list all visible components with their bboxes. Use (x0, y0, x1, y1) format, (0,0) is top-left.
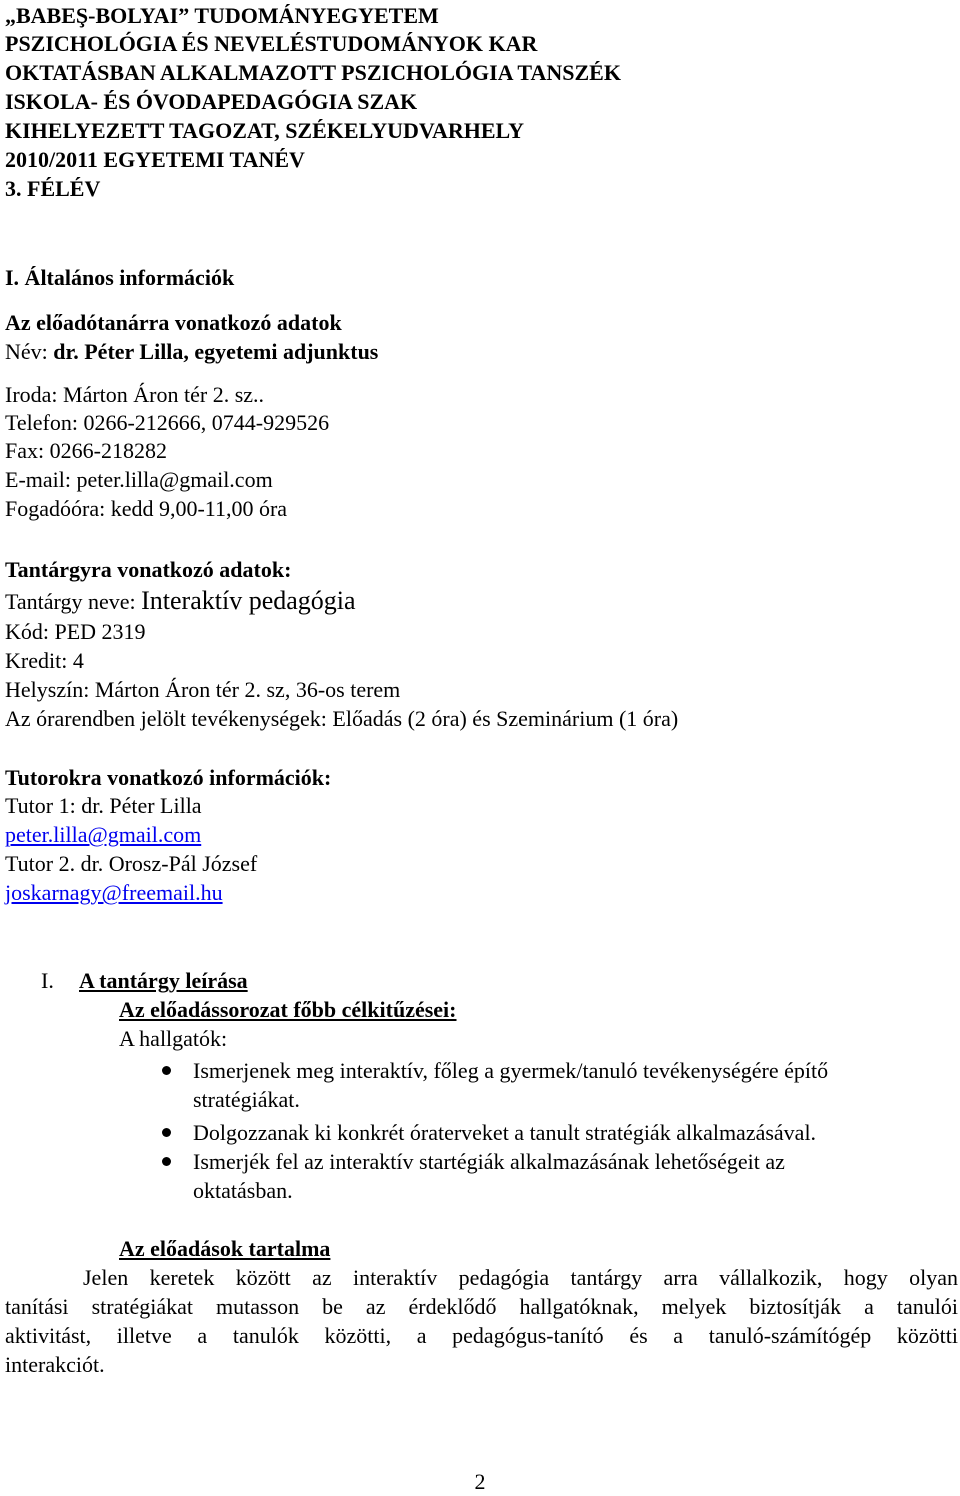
course-credit: Kredit: 4 (5, 648, 84, 673)
bullet-dot (162, 1157, 171, 1166)
page-number: 2 (474, 1469, 486, 1494)
goal-item-3-line1: Ismerjék fel az interaktív startégiák alkalmazásának lehetőségeit az (193, 1149, 785, 1174)
goal-item-3-line2: oktatásban. (193, 1178, 293, 1203)
teacher-name-label: Név: (5, 339, 54, 364)
teacher-name-row (5, 338, 378, 366)
office-hours: Fogadóóra: kedd 9,00-11,00 óra (5, 496, 288, 521)
header-semester: 3. FÉLÉV (5, 176, 101, 201)
header-department: OKTATÁSBAN ALKALMAZOTT PSZICHOLÓGIA TANSZÉK (5, 60, 621, 85)
content-paragraph-line: aktivitást, illetve a tanulók közötti, a pedagógus-tanító és a tanuló-számítógép közötti (5, 1323, 958, 1348)
teacher-heading: Az előadótanárra vonatkozó adatok (5, 310, 342, 335)
office-info: Iroda: Márton Áron tér 2. sz.. (5, 382, 265, 407)
students-label: A hallgatók: (119, 1026, 228, 1051)
email-info: E-mail: peter.lilla@gmail.com (5, 467, 273, 492)
tutors-heading: Tutorokra vonatkozó információk: (5, 765, 332, 790)
goal-item-1-line1: Ismerjenek meg interaktív, főleg a gyermek/tanuló tevékenységére építő (193, 1058, 829, 1083)
course-name-label: Tantárgy neve: (5, 589, 142, 614)
goal-item-2-line1: Dolgozzanak ki konkrét óraterveket a tanult stratégiák alkalmazásával. (193, 1120, 817, 1145)
content-heading: Az előadások tartalma (119, 1236, 331, 1261)
phone-info: Telefon: 0266-212666, 0744-929526 (5, 410, 330, 435)
section-general-title: I. Általános információk (5, 265, 235, 290)
fax-info: Fax: 0266-218282 (5, 438, 167, 463)
course-heading: Tantárgyra vonatkozó adatok: (5, 557, 292, 582)
goals-heading: Az előadássorozat főbb célkitűzései: (119, 997, 457, 1022)
goal-item-1-line2: stratégiákat. (193, 1087, 300, 1112)
description-title: A tantárgy leírása (79, 968, 248, 993)
teacher-name-value: dr. Péter Lilla, egyetemi adjunktus (53, 339, 379, 364)
course-location: Helyszín: Márton Áron tér 2. sz, 36-os terem (5, 677, 401, 702)
course-name-value: Interaktív pedagógia (141, 586, 356, 615)
tutor2-name: Tutor 2. dr. Orosz-Pál József (5, 851, 258, 876)
bullet-dot (162, 1128, 171, 1137)
tutor1-name: Tutor 1: dr. Péter Lilla (5, 793, 202, 818)
course-name-row (5, 587, 356, 616)
course-code: Kód: PED 2319 (5, 619, 146, 644)
tutor2-email-link[interactable]: joskarnagy@freemail.hu (5, 880, 223, 905)
header-location: KIHELYEZETT TAGOZAT, SZÉKELYUDVARHELY (5, 118, 525, 143)
bullet-dot (162, 1066, 171, 1075)
tutor1-email-link[interactable]: peter.lilla@gmail.com (5, 822, 202, 847)
header-program: ISKOLA- ÉS ÓVODAPEDAGÓGIA SZAK (5, 89, 418, 114)
description-number: I. (41, 968, 54, 993)
header-faculty: PSZICHOLÓGIA ÉS NEVELÉSTUDOMÁNYOK KAR (5, 31, 538, 56)
course-activities: Az órarendben jelölt tevékenységek: Előadás (2 óra) és Szeminárium (1 óra) (5, 706, 679, 731)
content-paragraph-line: Jelen keretek között az interaktív pedagógia tantárgy arra vállalkozik, hogy olyan (83, 1265, 958, 1290)
content-paragraph-line: tanítási stratégiákat mutasson be az érdeklődő hallgatóknak, melyek biztosítják a tanulói (5, 1294, 958, 1319)
header-university: „BABEŞ-BOLYAI” TUDOMÁNYEGYETEM (5, 3, 439, 28)
header-academic-year: 2010/2011 EGYETEMI TANÉV (5, 147, 305, 172)
content-paragraph-line: interakciót. (5, 1352, 105, 1377)
